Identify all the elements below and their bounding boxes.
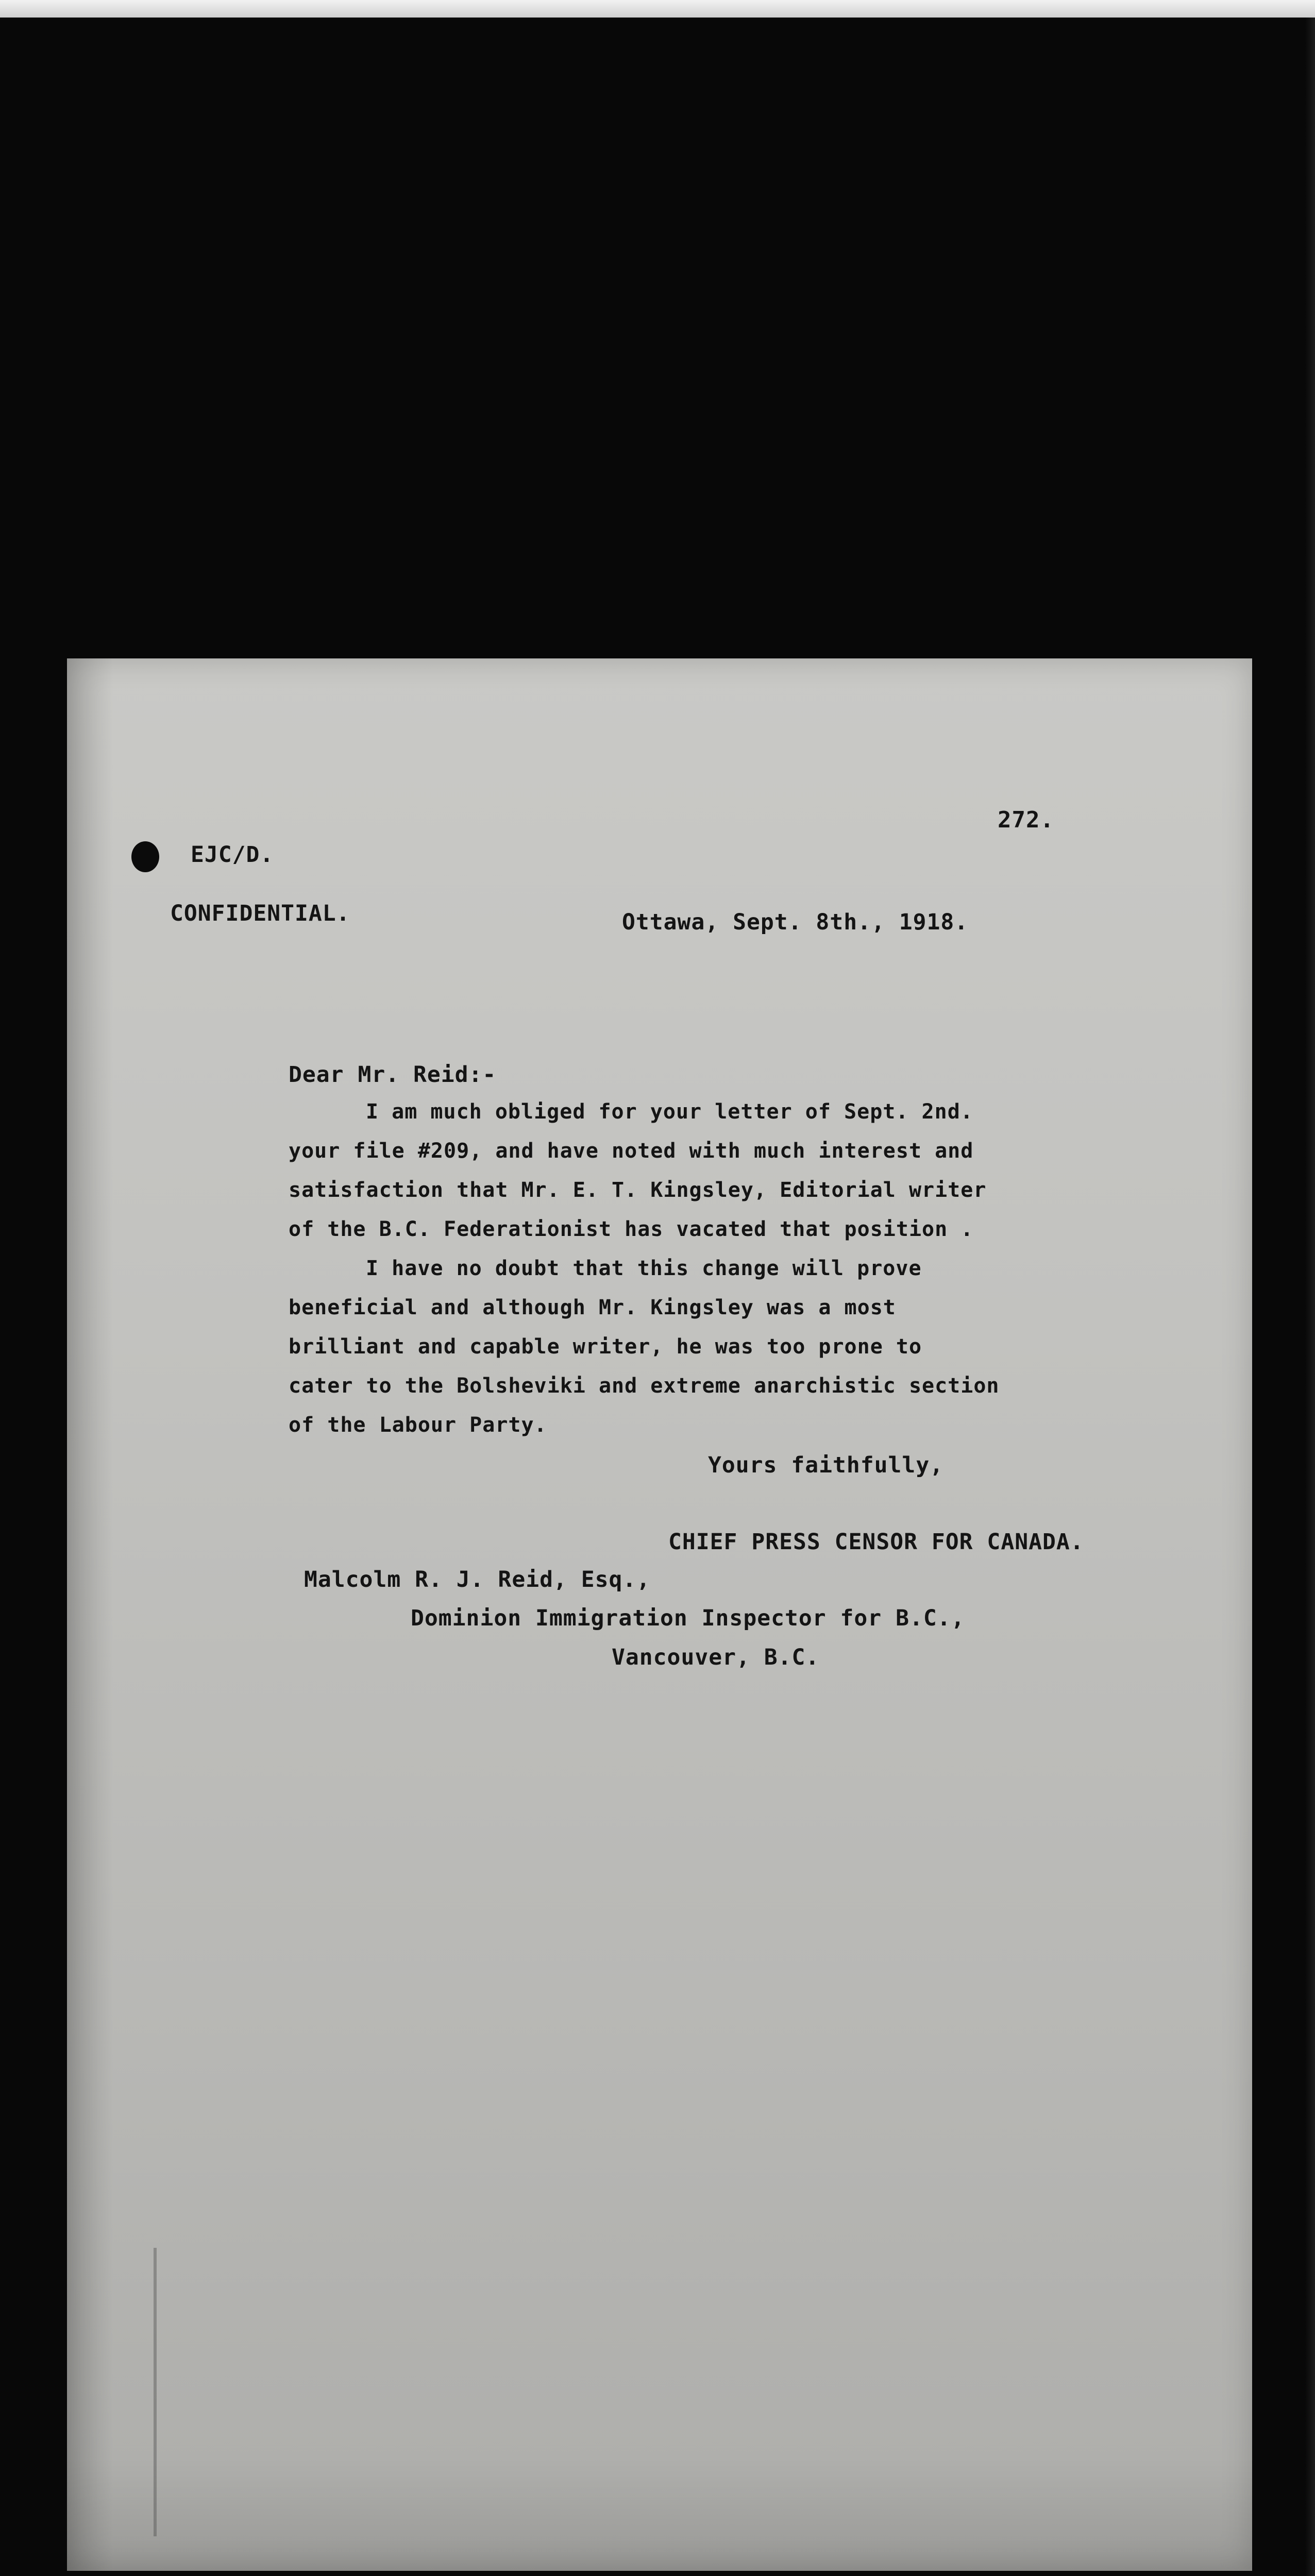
film-right-edge — [1305, 18, 1315, 2576]
body-line: brilliant and capable writer, he was too prone to — [289, 1335, 922, 1359]
reference-code: EJC/D. — [191, 842, 274, 868]
page-crease — [154, 2248, 157, 2536]
closing: Yours faithfully, — [708, 1452, 944, 1478]
body-line: of the Labour Party. — [289, 1413, 547, 1437]
body-line: satisfaction that Mr. E. T. Kingsley, Editorial writer — [289, 1178, 987, 1202]
salutation: Dear Mr. Reid:- — [289, 1062, 497, 1088]
film-top-edge — [0, 0, 1315, 18]
recipient-name: Malcolm R. J. Reid, Esq., — [304, 1567, 651, 1592]
page-number: 272. — [998, 807, 1054, 833]
recipient-city: Vancouver, B.C. — [612, 1645, 820, 1670]
body-line: I am much obliged for your letter of Sept. 2nd. — [366, 1100, 973, 1124]
date-line: Ottawa, Sept. 8th., 1918. — [622, 909, 969, 935]
body-line: of the B.C. Federationist has vacated that position . — [289, 1217, 974, 1241]
letter-page — [67, 658, 1252, 2571]
recipient-title: Dominion Immigration Inspector for B.C., — [411, 1605, 965, 1631]
punch-hole — [131, 841, 159, 872]
body-line: your file #209, and have noted with much interest and — [289, 1139, 974, 1163]
classification-mark: CONFIDENTIAL. — [170, 901, 350, 926]
page-shadow-bottom — [67, 2458, 1252, 2571]
signature-title: CHIEF PRESS CENSOR FOR CANADA. — [668, 1529, 1084, 1555]
body-line: beneficial and although Mr. Kingsley was a most — [289, 1296, 896, 1319]
body-line: I have no doubt that this change will prove — [366, 1257, 922, 1280]
page-shadow-left — [67, 658, 113, 2571]
body-line: cater to the Bolsheviki and extreme anarchistic section — [289, 1374, 1000, 1398]
